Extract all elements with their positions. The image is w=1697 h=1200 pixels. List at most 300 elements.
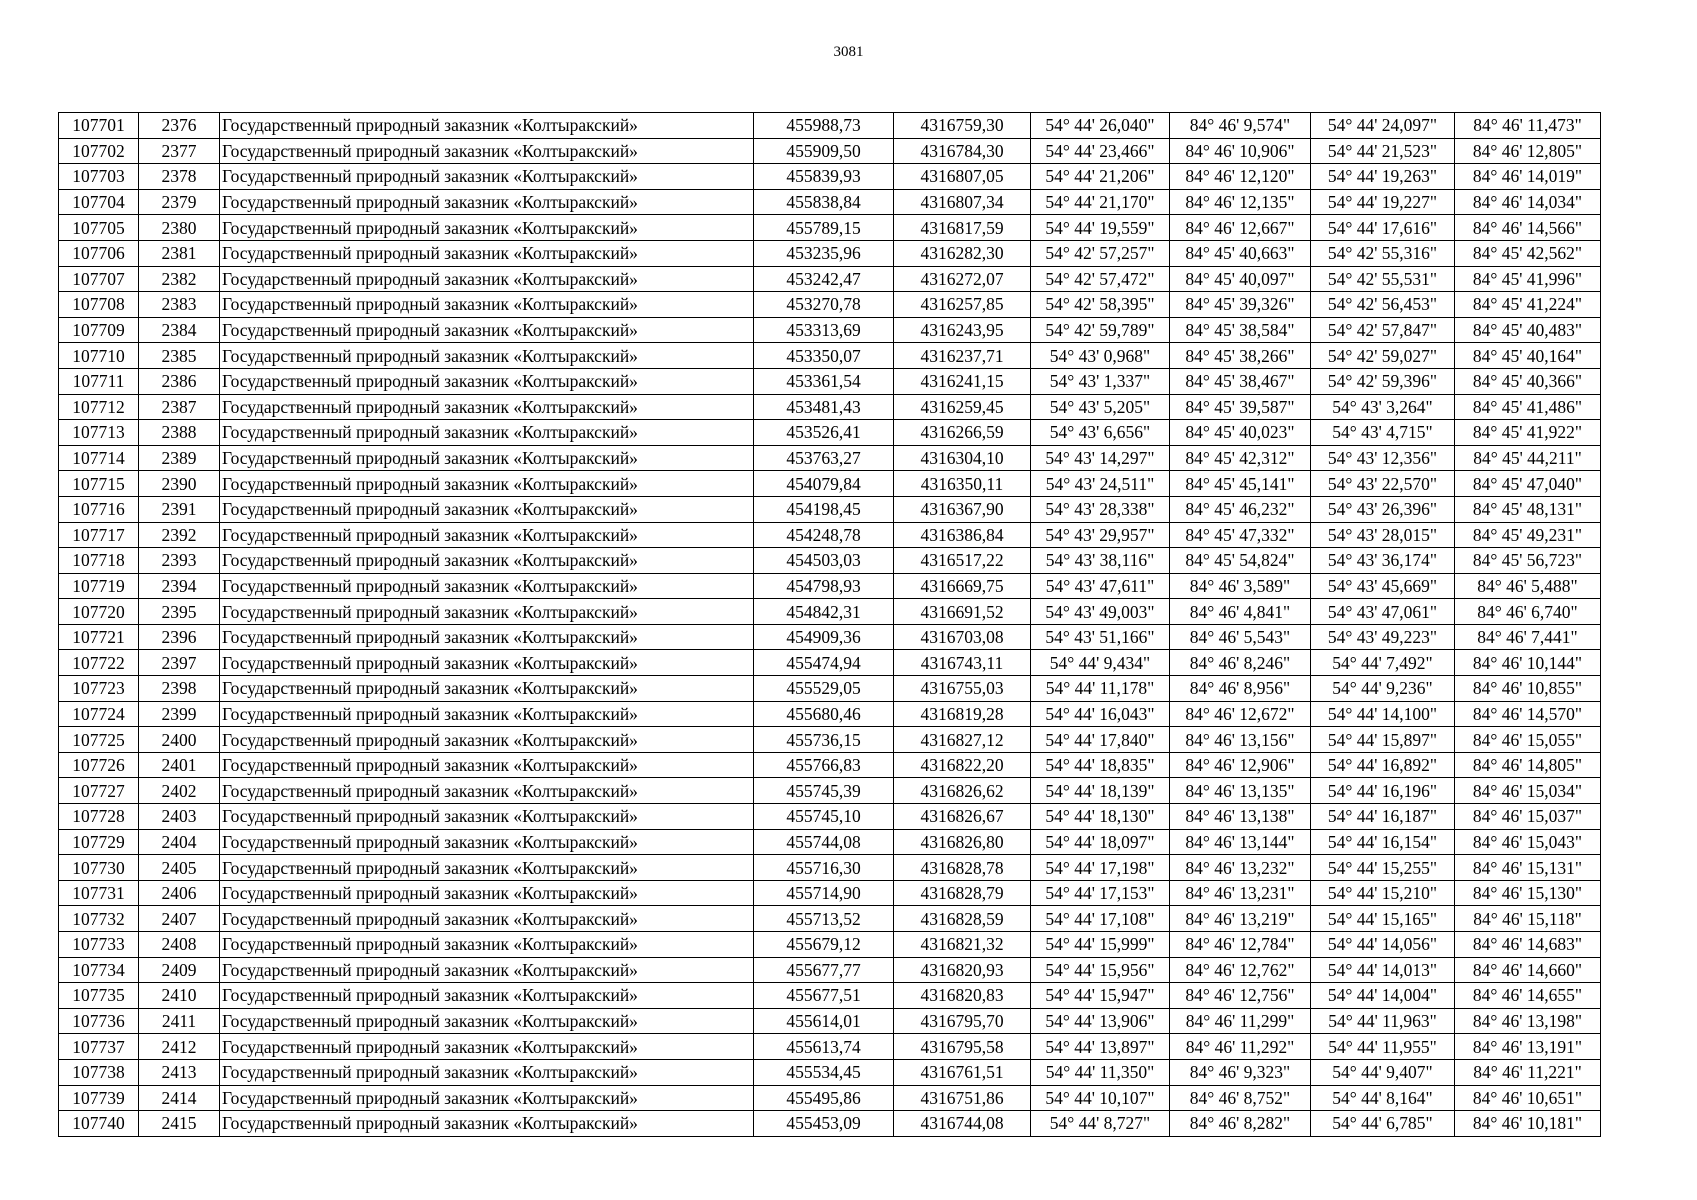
cell-longitude-2: 84° 46' 10,855" [1455,676,1601,702]
table-row [59,880,1601,906]
cell-y-coordinate: 4316819,28 [894,701,1031,727]
cell-reserve-name: Государственный природный заказник «Колтыракский» [220,317,754,343]
cell-longitude-1: 84° 46' 8,282" [1170,1111,1311,1137]
cell-latitude-2: 54° 43' 49,223" [1311,624,1455,650]
cell-point-number: 2404 [139,829,220,855]
cell-latitude-1: 54° 44' 18,097" [1031,829,1170,855]
cell-reserve-name: Государственный природный заказник «Колтыракский» [220,496,754,522]
cell-latitude-1: 54° 42' 57,472" [1031,266,1170,292]
table-row [59,420,1601,446]
cell-latitude-2: 54° 43' 3,264" [1311,394,1455,420]
cell-longitude-1: 84° 46' 8,956" [1170,676,1311,702]
cell-row-id: 107722 [59,650,139,676]
cell-x-coordinate: 455713,52 [754,906,894,932]
cell-row-id: 107708 [59,292,139,318]
cell-longitude-1: 84° 46' 12,667" [1170,215,1311,241]
cell-point-number: 2401 [139,752,220,778]
table-row [59,113,1601,139]
cell-x-coordinate: 455988,73 [754,113,894,139]
cell-y-coordinate: 4316304,10 [894,445,1031,471]
table-row [59,1008,1601,1034]
cell-reserve-name: Государственный природный заказник «Колтыракский» [220,906,754,932]
cell-latitude-1: 54° 44' 13,906" [1031,1008,1170,1034]
cell-y-coordinate: 4316826,80 [894,829,1031,855]
cell-row-id: 107707 [59,266,139,292]
cell-longitude-1: 84° 45' 46,232" [1170,496,1311,522]
cell-row-id: 107721 [59,624,139,650]
cell-reserve-name: Государственный природный заказник «Колтыракский» [220,1111,754,1137]
table-row [59,752,1601,778]
table-row [59,292,1601,318]
cell-longitude-1: 84° 45' 42,312" [1170,445,1311,471]
cell-latitude-1: 54° 44' 11,350" [1031,1059,1170,1085]
cell-point-number: 2403 [139,804,220,830]
cell-y-coordinate: 4316826,62 [894,778,1031,804]
cell-latitude-1: 54° 44' 21,170" [1031,189,1170,215]
cell-row-id: 107715 [59,471,139,497]
cell-point-number: 2379 [139,189,220,215]
table-row [59,471,1601,497]
cell-row-id: 107723 [59,676,139,702]
cell-y-coordinate: 4316259,45 [894,394,1031,420]
cell-reserve-name: Государственный природный заказник «Колтыракский» [220,573,754,599]
cell-latitude-1: 54° 44' 15,999" [1031,932,1170,958]
cell-point-number: 2376 [139,113,220,139]
table-row [59,343,1601,369]
cell-longitude-1: 84° 46' 3,589" [1170,573,1311,599]
cell-reserve-name: Государственный природный заказник «Колтыракский» [220,138,754,164]
cell-longitude-2: 84° 46' 14,019" [1455,164,1601,190]
cell-longitude-2: 84° 46' 14,683" [1455,932,1601,958]
cell-y-coordinate: 4316350,11 [894,471,1031,497]
cell-x-coordinate: 455766,83 [754,752,894,778]
cell-longitude-1: 84° 46' 11,299" [1170,1008,1311,1034]
cell-longitude-2: 84° 46' 15,034" [1455,778,1601,804]
cell-latitude-1: 54° 44' 17,198" [1031,855,1170,881]
cell-y-coordinate: 4316691,52 [894,599,1031,625]
cell-row-id: 107736 [59,1008,139,1034]
cell-latitude-1: 54° 44' 10,107" [1031,1085,1170,1111]
table-row [59,906,1601,932]
cell-reserve-name: Государственный природный заказник «Колтыракский» [220,1059,754,1085]
cell-y-coordinate: 4316828,78 [894,855,1031,881]
cell-y-coordinate: 4316367,90 [894,496,1031,522]
cell-x-coordinate: 455453,09 [754,1111,894,1137]
cell-reserve-name: Государственный природный заказник «Колтыракский» [220,650,754,676]
cell-x-coordinate: 455839,93 [754,164,894,190]
cell-latitude-1: 54° 44' 16,043" [1031,701,1170,727]
cell-reserve-name: Государственный природный заказник «Колтыракский» [220,215,754,241]
cell-longitude-1: 84° 46' 9,323" [1170,1059,1311,1085]
cell-y-coordinate: 4316795,58 [894,1034,1031,1060]
cell-row-id: 107733 [59,932,139,958]
table-row [59,368,1601,394]
cell-row-id: 107740 [59,1111,139,1137]
cell-longitude-1: 84° 45' 38,584" [1170,317,1311,343]
cell-latitude-2: 54° 42' 59,027" [1311,343,1455,369]
cell-x-coordinate: 455736,15 [754,727,894,753]
cell-reserve-name: Государственный природный заказник «Колтыракский» [220,164,754,190]
cell-longitude-2: 84° 45' 41,486" [1455,394,1601,420]
cell-point-number: 2389 [139,445,220,471]
cell-longitude-1: 84° 45' 47,332" [1170,522,1311,548]
cell-longitude-1: 84° 46' 13,219" [1170,906,1311,932]
cell-x-coordinate: 455909,50 [754,138,894,164]
cell-latitude-2: 54° 44' 14,004" [1311,983,1455,1009]
cell-y-coordinate: 4316784,30 [894,138,1031,164]
cell-longitude-1: 84° 46' 8,752" [1170,1085,1311,1111]
cell-point-number: 2391 [139,496,220,522]
cell-y-coordinate: 4316759,30 [894,113,1031,139]
cell-latitude-1: 54° 43' 24,511" [1031,471,1170,497]
cell-row-id: 107706 [59,240,139,266]
cell-longitude-2: 84° 45' 49,231" [1455,522,1601,548]
cell-point-number: 2408 [139,932,220,958]
cell-longitude-2: 84° 46' 15,055" [1455,727,1601,753]
cell-latitude-2: 54° 44' 16,892" [1311,752,1455,778]
cell-point-number: 2392 [139,522,220,548]
cell-row-id: 107737 [59,1034,139,1060]
cell-y-coordinate: 4316761,51 [894,1059,1031,1085]
cell-longitude-2: 84° 46' 15,130" [1455,880,1601,906]
cell-longitude-2: 84° 46' 10,144" [1455,650,1601,676]
cell-reserve-name: Государственный природный заказник «Колтыракский» [220,343,754,369]
cell-y-coordinate: 4316822,20 [894,752,1031,778]
cell-x-coordinate: 455613,74 [754,1034,894,1060]
table-row [59,394,1601,420]
cell-row-id: 107739 [59,1085,139,1111]
cell-latitude-1: 54° 44' 21,206" [1031,164,1170,190]
cell-point-number: 2402 [139,778,220,804]
cell-latitude-2: 54° 44' 17,616" [1311,215,1455,241]
cell-y-coordinate: 4316744,08 [894,1111,1031,1137]
cell-longitude-2: 84° 45' 42,562" [1455,240,1601,266]
cell-row-id: 107703 [59,164,139,190]
table-row [59,932,1601,958]
table-row [59,240,1601,266]
cell-longitude-2: 84° 46' 11,473" [1455,113,1601,139]
cell-x-coordinate: 454198,45 [754,496,894,522]
cell-longitude-1: 84° 46' 5,543" [1170,624,1311,650]
cell-point-number: 2413 [139,1059,220,1085]
cell-latitude-2: 54° 44' 19,263" [1311,164,1455,190]
cell-latitude-2: 54° 44' 9,407" [1311,1059,1455,1085]
cell-reserve-name: Государственный природный заказник «Колтыракский» [220,752,754,778]
cell-latitude-1: 54° 44' 18,130" [1031,804,1170,830]
cell-latitude-2: 54° 44' 14,013" [1311,957,1455,983]
cell-latitude-2: 54° 43' 36,174" [1311,548,1455,574]
cell-latitude-2: 54° 43' 12,356" [1311,445,1455,471]
cell-x-coordinate: 454842,31 [754,599,894,625]
cell-longitude-2: 84° 46' 7,441" [1455,624,1601,650]
cell-latitude-2: 54° 44' 14,100" [1311,701,1455,727]
table-row [59,701,1601,727]
cell-row-id: 107730 [59,855,139,881]
cell-longitude-1: 84° 46' 12,906" [1170,752,1311,778]
cell-longitude-2: 84° 45' 40,366" [1455,368,1601,394]
cell-point-number: 2386 [139,368,220,394]
cell-row-id: 107704 [59,189,139,215]
cell-y-coordinate: 4316669,75 [894,573,1031,599]
cell-longitude-2: 84° 46' 15,037" [1455,804,1601,830]
table-row [59,650,1601,676]
cell-longitude-1: 84° 46' 13,144" [1170,829,1311,855]
cell-x-coordinate: 455680,46 [754,701,894,727]
cell-row-id: 107711 [59,368,139,394]
cell-longitude-2: 84° 46' 11,221" [1455,1059,1601,1085]
cell-latitude-1: 54° 43' 1,337" [1031,368,1170,394]
cell-latitude-2: 54° 42' 59,396" [1311,368,1455,394]
table-row [59,138,1601,164]
cell-longitude-1: 84° 46' 13,138" [1170,804,1311,830]
cell-reserve-name: Государственный природный заказник «Колтыракский» [220,932,754,958]
page-number: 3081 [833,44,864,60]
cell-y-coordinate: 4316807,05 [894,164,1031,190]
cell-x-coordinate: 455677,77 [754,957,894,983]
cell-y-coordinate: 4316820,83 [894,983,1031,1009]
cell-longitude-2: 84° 45' 41,224" [1455,292,1601,318]
table-row [59,522,1601,548]
cell-latitude-2: 54° 43' 45,669" [1311,573,1455,599]
cell-row-id: 107701 [59,113,139,139]
cell-latitude-1: 54° 44' 13,897" [1031,1034,1170,1060]
cell-reserve-name: Государственный природный заказник «Колтыракский» [220,1034,754,1060]
cell-row-id: 107727 [59,778,139,804]
cell-point-number: 2411 [139,1008,220,1034]
coordinates-table [58,112,1601,1137]
cell-reserve-name: Государственный природный заказник «Колтыракский» [220,599,754,625]
cell-x-coordinate: 453350,07 [754,343,894,369]
cell-point-number: 2394 [139,573,220,599]
table-row [59,266,1601,292]
cell-x-coordinate: 455716,30 [754,855,894,881]
cell-latitude-1: 54° 44' 17,153" [1031,880,1170,906]
cell-row-id: 107724 [59,701,139,727]
cell-longitude-2: 84° 45' 40,483" [1455,317,1601,343]
cell-y-coordinate: 4316243,95 [894,317,1031,343]
table-row [59,189,1601,215]
cell-y-coordinate: 4316241,15 [894,368,1031,394]
cell-latitude-2: 54° 44' 11,963" [1311,1008,1455,1034]
cell-reserve-name: Государственный природный заказник «Колтыракский» [220,1008,754,1034]
cell-latitude-1: 54° 43' 14,297" [1031,445,1170,471]
cell-longitude-2: 84° 46' 14,655" [1455,983,1601,1009]
cell-latitude-1: 54° 44' 8,727" [1031,1111,1170,1137]
cell-longitude-2: 84° 46' 10,651" [1455,1085,1601,1111]
cell-point-number: 2398 [139,676,220,702]
cell-row-id: 107734 [59,957,139,983]
cell-point-number: 2415 [139,1111,220,1137]
cell-latitude-2: 54° 42' 57,847" [1311,317,1455,343]
cell-reserve-name: Государственный природный заказник «Колтыракский» [220,855,754,881]
cell-row-id: 107738 [59,1059,139,1085]
cell-longitude-1: 84° 46' 11,292" [1170,1034,1311,1060]
cell-x-coordinate: 453313,69 [754,317,894,343]
cell-point-number: 2383 [139,292,220,318]
cell-x-coordinate: 455745,39 [754,778,894,804]
table-row [59,804,1601,830]
table-row [59,1034,1601,1060]
cell-longitude-1: 84° 46' 12,120" [1170,164,1311,190]
cell-row-id: 107713 [59,420,139,446]
cell-reserve-name: Государственный природный заказник «Колтыракский» [220,701,754,727]
cell-row-id: 107714 [59,445,139,471]
cell-row-id: 107732 [59,906,139,932]
cell-reserve-name: Государственный природный заказник «Колтыракский» [220,292,754,318]
cell-y-coordinate: 4316517,22 [894,548,1031,574]
cell-x-coordinate: 453361,54 [754,368,894,394]
cell-longitude-2: 84° 45' 41,996" [1455,266,1601,292]
cell-longitude-2: 84° 45' 40,164" [1455,343,1601,369]
cell-latitude-2: 54° 44' 9,236" [1311,676,1455,702]
table-row [59,624,1601,650]
cell-point-number: 2384 [139,317,220,343]
cell-y-coordinate: 4316703,08 [894,624,1031,650]
cell-x-coordinate: 453242,47 [754,266,894,292]
cell-latitude-2: 54° 44' 15,210" [1311,880,1455,906]
cell-longitude-2: 84° 46' 10,181" [1455,1111,1601,1137]
cell-y-coordinate: 4316257,85 [894,292,1031,318]
cell-y-coordinate: 4316237,71 [894,343,1031,369]
cell-reserve-name: Государственный природный заказник «Колтыракский» [220,624,754,650]
cell-point-number: 2399 [139,701,220,727]
table-row [59,829,1601,855]
cell-latitude-1: 54° 43' 47,611" [1031,573,1170,599]
cell-point-number: 2390 [139,471,220,497]
cell-longitude-2: 84° 46' 5,488" [1455,573,1601,599]
cell-x-coordinate: 453763,27 [754,445,894,471]
cell-x-coordinate: 455495,86 [754,1085,894,1111]
cell-latitude-1: 54° 44' 9,434" [1031,650,1170,676]
table-row [59,1085,1601,1111]
cell-row-id: 107716 [59,496,139,522]
cell-row-id: 107705 [59,215,139,241]
cell-x-coordinate: 455474,94 [754,650,894,676]
table-row [59,599,1601,625]
cell-longitude-1: 84° 46' 12,762" [1170,957,1311,983]
cell-longitude-2: 84° 46' 15,118" [1455,906,1601,932]
cell-row-id: 107712 [59,394,139,420]
cell-x-coordinate: 453481,43 [754,394,894,420]
cell-longitude-2: 84° 45' 48,131" [1455,496,1601,522]
cell-longitude-2: 84° 46' 14,660" [1455,957,1601,983]
cell-x-coordinate: 453526,41 [754,420,894,446]
cell-x-coordinate: 455614,01 [754,1008,894,1034]
cell-reserve-name: Государственный природный заказник «Колтыракский» [220,829,754,855]
cell-longitude-2: 84° 46' 14,805" [1455,752,1601,778]
cell-x-coordinate: 454798,93 [754,573,894,599]
cell-y-coordinate: 4316795,70 [894,1008,1031,1034]
cell-latitude-2: 54° 44' 15,255" [1311,855,1455,881]
cell-longitude-1: 84° 45' 39,326" [1170,292,1311,318]
cell-latitude-2: 54° 43' 26,396" [1311,496,1455,522]
cell-y-coordinate: 4316821,32 [894,932,1031,958]
cell-latitude-2: 54° 44' 7,492" [1311,650,1455,676]
cell-y-coordinate: 4316743,11 [894,650,1031,676]
cell-row-id: 107731 [59,880,139,906]
cell-row-id: 107729 [59,829,139,855]
cell-latitude-1: 54° 43' 5,205" [1031,394,1170,420]
cell-y-coordinate: 4316817,59 [894,215,1031,241]
cell-reserve-name: Государственный природный заказник «Колтыракский» [220,804,754,830]
cell-y-coordinate: 4316282,30 [894,240,1031,266]
cell-point-number: 2412 [139,1034,220,1060]
cell-latitude-2: 54° 44' 15,165" [1311,906,1455,932]
cell-latitude-1: 54° 42' 59,789" [1031,317,1170,343]
cell-row-id: 107718 [59,548,139,574]
cell-latitude-2: 54° 44' 21,523" [1311,138,1455,164]
cell-longitude-2: 84° 46' 6,740" [1455,599,1601,625]
table-row [59,548,1601,574]
cell-point-number: 2385 [139,343,220,369]
cell-x-coordinate: 455789,15 [754,215,894,241]
cell-x-coordinate: 453235,96 [754,240,894,266]
cell-latitude-1: 54° 43' 38,116" [1031,548,1170,574]
cell-x-coordinate: 455714,90 [754,880,894,906]
cell-longitude-2: 84° 46' 13,191" [1455,1034,1601,1060]
cell-y-coordinate: 4316266,59 [894,420,1031,446]
cell-point-number: 2406 [139,880,220,906]
cell-longitude-1: 84° 46' 12,135" [1170,189,1311,215]
cell-latitude-1: 54° 44' 18,835" [1031,752,1170,778]
cell-longitude-2: 84° 46' 14,566" [1455,215,1601,241]
table-row [59,215,1601,241]
cell-y-coordinate: 4316820,93 [894,957,1031,983]
cell-point-number: 2382 [139,266,220,292]
cell-point-number: 2381 [139,240,220,266]
cell-reserve-name: Государственный природный заказник «Колтыракский» [220,1085,754,1111]
cell-latitude-1: 54° 44' 26,040" [1031,113,1170,139]
cell-latitude-2: 54° 44' 24,097" [1311,113,1455,139]
cell-reserve-name: Государственный природный заказник «Колтыракский» [220,368,754,394]
cell-y-coordinate: 4316807,34 [894,189,1031,215]
table-row [59,957,1601,983]
cell-x-coordinate: 454248,78 [754,522,894,548]
cell-x-coordinate: 453270,78 [754,292,894,318]
cell-reserve-name: Государственный природный заказник «Колтыракский» [220,676,754,702]
cell-x-coordinate: 455838,84 [754,189,894,215]
cell-latitude-1: 54° 43' 0,968" [1031,343,1170,369]
cell-latitude-2: 54° 42' 56,453" [1311,292,1455,318]
cell-reserve-name: Государственный природный заказник «Колтыракский» [220,240,754,266]
cell-x-coordinate: 454909,36 [754,624,894,650]
cell-row-id: 107725 [59,727,139,753]
cell-reserve-name: Государственный природный заказник «Колтыракский» [220,420,754,446]
cell-latitude-1: 54° 44' 17,840" [1031,727,1170,753]
cell-longitude-1: 84° 46' 12,672" [1170,701,1311,727]
cell-x-coordinate: 455745,10 [754,804,894,830]
cell-latitude-2: 54° 43' 4,715" [1311,420,1455,446]
cell-latitude-1: 54° 44' 15,956" [1031,957,1170,983]
cell-row-id: 107710 [59,343,139,369]
cell-row-id: 107709 [59,317,139,343]
cell-longitude-2: 84° 46' 15,131" [1455,855,1601,881]
cell-latitude-1: 54° 43' 51,166" [1031,624,1170,650]
cell-latitude-1: 54° 43' 6,656" [1031,420,1170,446]
cell-reserve-name: Государственный природный заказник «Колтыракский» [220,189,754,215]
cell-point-number: 2388 [139,420,220,446]
cell-y-coordinate: 4316828,79 [894,880,1031,906]
cell-row-id: 107702 [59,138,139,164]
cell-row-id: 107735 [59,983,139,1009]
cell-longitude-1: 84° 46' 13,232" [1170,855,1311,881]
table-row [59,164,1601,190]
table-row [59,983,1601,1009]
cell-y-coordinate: 4316827,12 [894,727,1031,753]
cell-reserve-name: Государственный природный заказник «Колтыракский» [220,778,754,804]
cell-longitude-1: 84° 46' 13,156" [1170,727,1311,753]
cell-latitude-1: 54° 44' 15,947" [1031,983,1170,1009]
